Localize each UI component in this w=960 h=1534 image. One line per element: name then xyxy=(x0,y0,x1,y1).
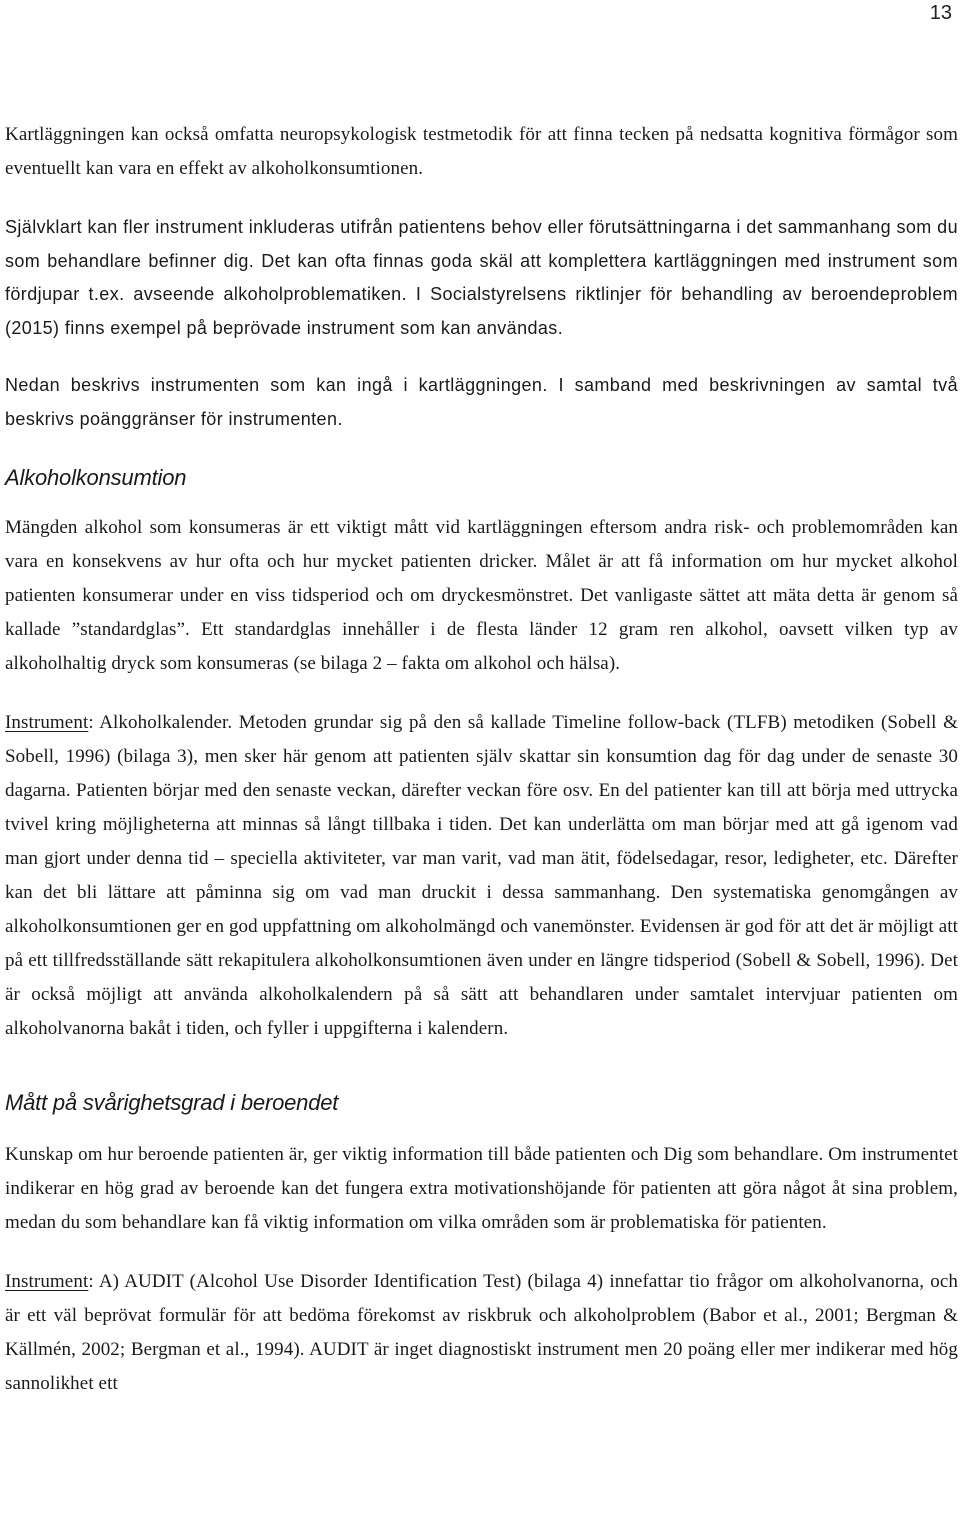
heading-matt-svarighetsgrad: Mått på svårighetsgrad i beroendet xyxy=(5,1089,339,1115)
instrument-label: Instrument xyxy=(5,1270,89,1292)
paragraph-instrument-overview: Nedan beskrivs instrumenten som kan ingå i kartläggningen. I samband med beskrivningen av samtal två beskrivs poänggränser för instrumenten. xyxy=(5,375,958,429)
paragraph-alkoholkonsumtion: Mängden alkohol som konsumeras är ett viktigt mått vid kartläggningen eftersom andra risk- och problemområden kan vara en konsekvens av hur ofta och hur mycket patienten dricker. Målet är att få information om hur mycket alkohol patienten konsumerar under en viss tidsperiod och om dryckesmönstret. Det vanligaste sättet att mäta detta är genom så kallade ”standardglas”. Ett standardglas innehåller i de flesta länder 12 gram ren alkohol, oavsett vilken typ av alkoholhaltig dryck som konsumeras (se bilaga 2 – fakta om alkohol och hälsa). xyxy=(5,516,958,674)
heading-alkoholkonsumtion: Alkoholkonsumtion xyxy=(5,464,187,490)
paragraph-instruments: Självklart kan fler instrument inkluderas utifrån patientens behov eller förutsättningarna i det sammanhang som du som behandlare befinner dig. Det kan ofta finnas goda skäl att komplettera kartläggningen med instrument som fördjupar t.ex. avseende alkoholproblematiken. I Socialstyrelsens riktlinjer för behandling av beroendeproblem (2015) finns exempel på beprövade instrument som kan användas. xyxy=(5,217,958,338)
instrument-description: : A) AUDIT (Alcohol Use Disorder Identification Test) (bilaga 4) innefattar tio frågor om alkoholvanorna, och är ett väl beprövat formulär för att bedöma förekomst av riskbruk och alkoholproblem (Babor et al., 2001; Bergman & Källmén, 2002; Bergman et al., 1994). AUDIT är inget diagnostiskt instrument men 20 poäng eller mer indikerar med hög sannolikhet ett xyxy=(5,1270,958,1394)
paragraph-neuropsychology: Kartläggningen kan också omfatta neuropsykologisk testmetodik för att finna tecken på nedsatta kognitiva förmågor som eventuellt kan vara en effekt av alkoholkonsumtionen. xyxy=(5,124,958,179)
instrument-label: Instrument xyxy=(5,711,89,733)
paragraph-audit xyxy=(5,1265,958,1401)
paragraph-beroende: Kunskap om hur beroende patienten är, ger viktig information till både patienten och Dig som behandlare. Om instrumentet indikerar en hög grad av beroende kan det fungera extra motivationshöjande för patienten att göra något åt sina problem, medan du som behandlare kan få viktig information om vilka områden som är problematiska för patienten. xyxy=(5,1143,958,1233)
page-number: 13 xyxy=(929,2,952,24)
paragraph-alkoholkalender xyxy=(5,706,958,1046)
instrument-description: : Alkoholkalender. Metoden grundar sig på den så kallade Timeline follow-back (TLFB) metodiken (Sobell & Sobell, 1996) (bilaga 3), men sker här genom att patienten själv skattar sin konsumtion dag för dag under de senaste 30 dagarna. Patienten börjar med den senaste veckan, därefter veckan före osv. En del patienter kan till att börja med uttrycka tvivel kring möjligheterna att minnas så långt tillbaka i tiden. Det kan underlätta om man börjar med att gå igenom vad man gjort under denna tid – speciella aktiviteter, var man varit, vad man ätit, födelsedagar, resor, ledigheter, etc. Därefter kan det bli lättare att påminna sig om vad man druckit i dessa sammanhang. Den systematiska genomgången av alkoholkonsumtionen ger en god uppfattning om alkoholmängd och vanemönster. Evidensen är god för att det är möjligt att på ett tillfredsställande sätt rekapitulera alkoholkonsumtionen även under en längre tidsperiod (Sobell & Sobell, 1996). Det är också möjligt att använda alkoholkalendern på så sätt att behandlaren under samtalet intervjuar patienten om alkoholvanorna bakåt i tiden, och fyller i uppgifterna i kalendern. xyxy=(5,711,958,1039)
page-content xyxy=(5,118,958,1401)
